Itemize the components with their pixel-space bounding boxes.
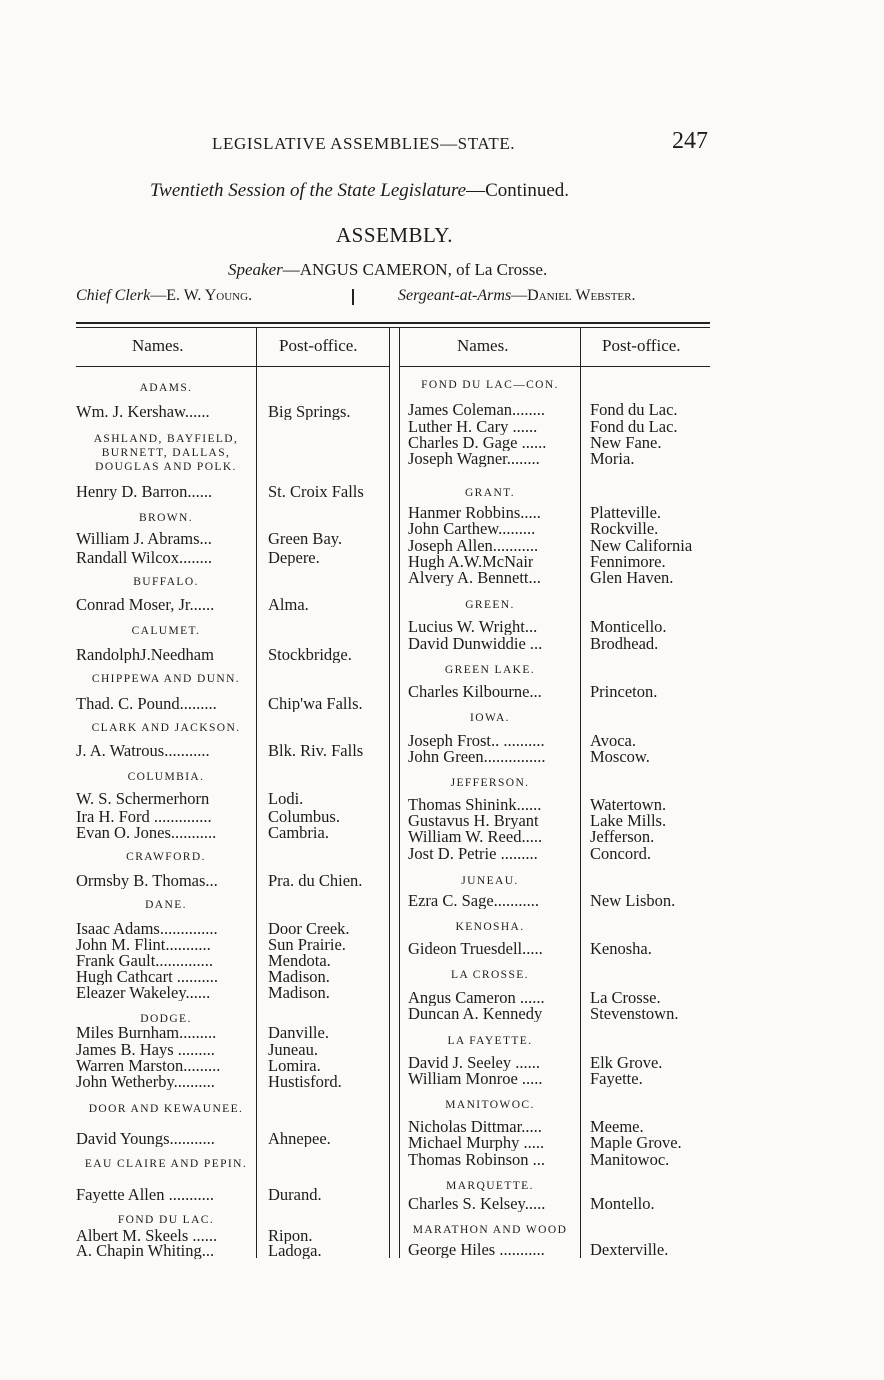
- member-name: Conrad Moser, Jr......: [76, 597, 215, 613]
- member-name: John Wetherby..........: [76, 1074, 215, 1090]
- post-office: Montello.: [590, 1196, 655, 1212]
- sergeant-text: —Daniel Webster.: [511, 287, 636, 304]
- member-name: John Carthew.........: [408, 521, 536, 537]
- county-heading: IOWA.: [470, 712, 510, 724]
- member-name: Gideon Truesdell.....: [408, 941, 543, 957]
- member-name: Randall Wilcox........: [76, 550, 213, 566]
- sergeant-line: [398, 287, 635, 305]
- member-name: Ormsby B. Thomas...: [76, 873, 218, 889]
- post-office: Alma.: [268, 597, 309, 613]
- member-name: William J. Abrams...: [76, 531, 212, 547]
- member-name: Angus Cameron ......: [408, 990, 545, 1006]
- member-name: Eleazer Wakeley......: [76, 985, 211, 1001]
- member-name: David Youngs...........: [76, 1131, 215, 1147]
- post-office: Platteville.: [590, 505, 662, 521]
- column-divider: [389, 328, 390, 1258]
- post-office: Ripon.: [268, 1228, 313, 1244]
- member-name: David Dunwiddie ...: [408, 636, 543, 652]
- session-title-italic: Twentieth Session of the State Legislature: [150, 180, 467, 201]
- county-heading: EAU CLAIRE AND PEPIN.: [84, 1158, 248, 1170]
- county-heading: DOOR AND KEWAUNEE.: [88, 1103, 244, 1115]
- sergeant-label: Sergeant-at-Arms: [398, 287, 512, 304]
- member-name: Joseph Allen...........: [408, 538, 539, 554]
- post-office: Ladoga.: [268, 1243, 322, 1259]
- county-heading: GREEN LAKE.: [444, 664, 536, 676]
- post-office: Brodhead.: [590, 636, 659, 652]
- post-office: Meeme.: [590, 1119, 644, 1135]
- post-office: Glen Haven.: [590, 570, 674, 586]
- county-heading: GREEN.: [465, 599, 515, 611]
- column-divider: [580, 328, 581, 1258]
- post-office: Moscow.: [590, 749, 650, 765]
- post-office: Fond du Lac.: [590, 419, 678, 435]
- post-office: Green Bay.: [268, 531, 343, 547]
- table-top-rule-thin: [76, 327, 710, 328]
- member-name: John M. Flint...........: [76, 937, 211, 953]
- post-office: Maple Grove.: [590, 1135, 682, 1151]
- post-office: Blk. Riv. Falls: [268, 743, 364, 759]
- member-name: Wm. J. Kershaw......: [76, 404, 210, 420]
- post-office: Stevenstown.: [590, 1006, 679, 1022]
- post-office: Concord.: [590, 846, 651, 862]
- post-office: Big Springs.: [268, 404, 351, 420]
- page-number: 247: [672, 128, 708, 154]
- county-heading: JUNEAU.: [461, 875, 519, 887]
- member-name: W. S. Schermerhorn: [76, 791, 210, 807]
- member-name: A. Chapin Whiting...: [76, 1243, 215, 1259]
- member-name: Hanmer Robbins.....: [408, 505, 541, 521]
- post-office: Elk Grove.: [590, 1055, 663, 1071]
- member-name: Charles S. Kelsey.....: [408, 1196, 546, 1212]
- member-name: Duncan A. Kennedy: [408, 1006, 543, 1022]
- member-name: RandolphJ.Needham: [76, 647, 214, 663]
- post-office: Juneau.: [268, 1042, 318, 1058]
- member-name: David J. Seeley ......: [408, 1055, 540, 1071]
- member-name: James B. Hays .........: [76, 1042, 215, 1058]
- county-heading: ASHLAND, BAYFIELD, BURNETT, DALLAS, DOUGLAS AND POLK.: [93, 433, 239, 473]
- county-heading: BROWN.: [138, 512, 194, 524]
- post-office: Moria.: [590, 451, 635, 467]
- post-office: Watertown.: [590, 797, 667, 813]
- speaker-line: [228, 260, 547, 280]
- post-office: Rockville.: [590, 521, 659, 537]
- member-name: William Monroe .....: [408, 1071, 543, 1087]
- post-office: Cambria.: [268, 825, 329, 841]
- county-heading: MARATHON AND WOOD: [412, 1224, 568, 1236]
- column-divider: [399, 328, 400, 1258]
- post-office: Depere.: [268, 550, 320, 566]
- county-heading: CRAWFORD.: [126, 851, 206, 863]
- post-office: New Fane.: [590, 435, 662, 451]
- column-divider: [256, 328, 257, 1258]
- post-office: Mendota.: [268, 953, 331, 969]
- member-name: John Green...............: [408, 749, 546, 765]
- post-office: New Lisbon.: [590, 893, 676, 909]
- member-name: Evan O. Jones...........: [76, 825, 217, 841]
- county-heading: KENOSHA.: [455, 921, 525, 933]
- member-name: Fayette Allen ...........: [76, 1187, 214, 1203]
- post-office: Madison.: [268, 969, 330, 985]
- county-heading: LA FAYETTE.: [447, 1035, 533, 1047]
- member-name: Lucius W. Wright...: [408, 619, 538, 635]
- county-heading: LA CROSSE.: [451, 969, 529, 981]
- member-name: George Hiles ...........: [408, 1242, 545, 1258]
- session-title: [150, 180, 569, 202]
- county-heading: COLUMBIA.: [127, 771, 205, 783]
- post-office: Columbus.: [268, 809, 340, 825]
- header-rule-left: [76, 366, 389, 367]
- post-office: Sun Prairie.: [268, 937, 346, 953]
- column-header-names: Names.: [457, 336, 509, 355]
- member-name: Thad. C. Pound.........: [76, 696, 217, 712]
- clerk-line: [76, 287, 252, 305]
- clerk-divider: [352, 289, 354, 305]
- post-office: Jefferson.: [590, 829, 655, 845]
- post-office: Stockbridge.: [268, 647, 352, 663]
- member-name: Miles Burnham.........: [76, 1025, 217, 1041]
- post-office: St. Croix Falls: [268, 484, 364, 500]
- speaker-label: Speaker: [228, 260, 283, 279]
- post-office: Lomira.: [268, 1058, 321, 1074]
- member-name: Alvery A. Bennett...: [408, 570, 541, 586]
- member-name: Michael Murphy .....: [408, 1135, 545, 1151]
- post-office: Hustisford.: [268, 1074, 342, 1090]
- county-heading: MARQUETTE.: [446, 1180, 534, 1192]
- member-name: Isaac Adams..............: [76, 921, 218, 937]
- county-heading: DODGE.: [140, 1013, 192, 1025]
- post-office: Fennimore.: [590, 554, 666, 570]
- member-name: Hugh Cathcart ..........: [76, 969, 219, 985]
- column-header-post-office: Post-office.: [279, 336, 358, 355]
- member-name: Warren Marston.........: [76, 1058, 221, 1074]
- member-name: Hugh A.W.McNair: [408, 554, 534, 570]
- member-name: Jost D. Petrie .........: [408, 846, 538, 862]
- member-name: Ira H. Ford ..............: [76, 809, 212, 825]
- county-heading: CLARK AND JACKSON.: [91, 722, 241, 734]
- member-name: Thomas Robinson ...: [408, 1152, 546, 1168]
- post-office: Kenosha.: [590, 941, 652, 957]
- table-top-rule: [76, 322, 710, 324]
- member-name: Joseph Frost.. ..........: [408, 733, 545, 749]
- county-heading: GRANT.: [464, 487, 516, 499]
- clerk-label: Chief Clerk: [76, 287, 151, 304]
- member-name: William W. Reed.....: [408, 829, 543, 845]
- member-name: James Coleman........: [408, 402, 546, 418]
- member-name: Thomas Shinink......: [408, 797, 542, 813]
- post-office: Fayette.: [590, 1071, 643, 1087]
- column-header-names: Names.: [132, 336, 184, 355]
- county-heading: BUFFALO.: [133, 576, 199, 588]
- post-office: Door Creek.: [268, 921, 350, 937]
- post-office: Princeton.: [590, 684, 658, 700]
- header-rule-right: [400, 366, 710, 367]
- county-heading: FOND DU LAC—CON.: [421, 379, 559, 391]
- member-name: Albert M. Skeels ......: [76, 1228, 218, 1244]
- member-name: Ezra C. Sage...........: [408, 893, 540, 909]
- post-office: Ahnepee.: [268, 1131, 331, 1147]
- post-office: Madison.: [268, 985, 330, 1001]
- post-office: Lodi.: [268, 791, 304, 807]
- member-name: Luther H. Cary ......: [408, 419, 538, 435]
- post-office: Durand.: [268, 1187, 322, 1203]
- member-name: Joseph Wagner........: [408, 451, 540, 467]
- post-office: Dexterville.: [590, 1242, 669, 1258]
- member-name: Charles Kilbourne...: [408, 684, 542, 700]
- member-name: Henry D. Barron......: [76, 484, 213, 500]
- post-office: Monticello.: [590, 619, 667, 635]
- session-title-rest: —Continued.: [466, 180, 570, 201]
- column-header-post-office: Post-office.: [602, 336, 681, 355]
- member-name: Nicholas Dittmar.....: [408, 1119, 542, 1135]
- member-name: Gustavus H. Bryant: [408, 813, 539, 829]
- county-heading: DANE.: [145, 899, 187, 911]
- post-office: New California: [590, 538, 693, 554]
- clerk-text: —E. W. Young.: [150, 287, 253, 304]
- post-office: Danville.: [268, 1025, 329, 1041]
- post-office: Fond du Lac.: [590, 402, 678, 418]
- post-office: Lake Mills.: [590, 813, 667, 829]
- post-office: Chip'wa Falls.: [268, 696, 363, 712]
- post-office: Manitowoc.: [590, 1152, 670, 1168]
- county-heading: CHIPPEWA AND DUNN.: [91, 673, 241, 685]
- member-name: Frank Gault..............: [76, 953, 214, 969]
- speaker-text: —ANGUS CAMERON, of La Crosse.: [282, 260, 548, 279]
- member-name: J. A. Watrous...........: [76, 743, 210, 759]
- post-office: Pra. du Chien.: [268, 873, 363, 889]
- assembly-heading: ASSEMBLY.: [336, 223, 453, 247]
- county-heading: ADAMS.: [139, 382, 193, 394]
- county-heading: FOND DU LAC.: [117, 1214, 215, 1226]
- member-name: Charles D. Gage ......: [408, 435, 547, 451]
- post-office: Avoca.: [590, 733, 636, 749]
- county-heading: JEFFERSON.: [450, 777, 530, 789]
- county-heading: MANITOWOC.: [445, 1099, 535, 1111]
- county-heading: CALUMET.: [131, 625, 201, 637]
- post-office: La Crosse.: [590, 990, 661, 1006]
- running-head: LEGISLATIVE ASSEMBLIES—STATE.: [212, 134, 516, 153]
